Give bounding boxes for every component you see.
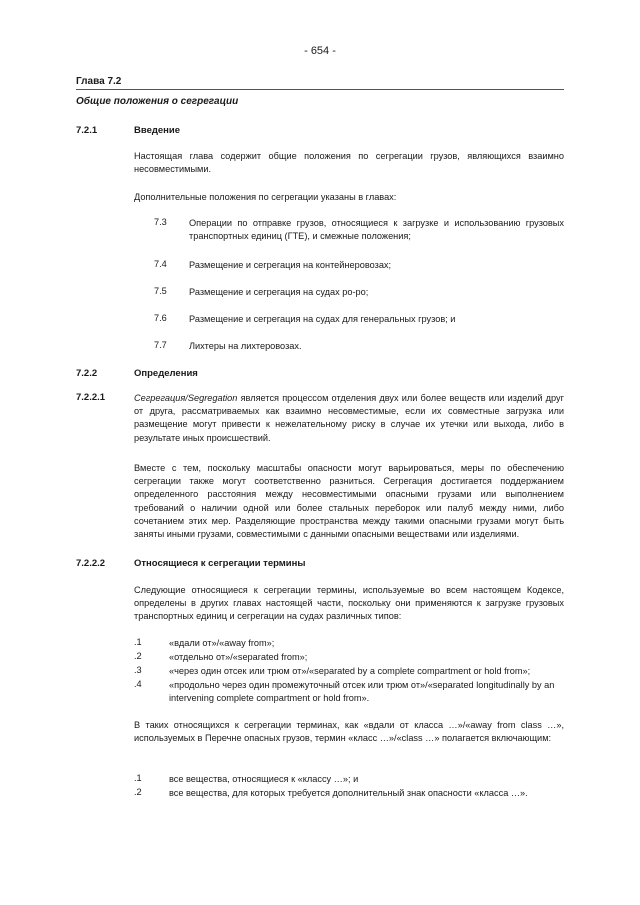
term-text: «продольно через один промежуточный отсек или трюм от»/«separated longitudinally by an intervening complete compartment or hold from». [169,680,555,704]
include-text: все вещества, для которых требуется дополнительный знак опасности «класса …». [169,788,528,798]
term-text: «отдельно от»/«separated from»; [169,652,308,662]
paragraph: Настоящая глава содержит общие положения по сегрегации грузов, являющихся взаимно несовместимыми. [134,151,564,175]
section-number: 7.2.2 [76,368,98,379]
term-text: «через один отсек или трюм от»/«separated by a complete compartment or hold from»; [169,666,531,676]
chapter-ref-number: 7.6 [154,313,167,323]
section-title: Определения [134,368,198,379]
defined-term: Сегрегация/Segregation [134,393,238,403]
definition-text: является процессом отделения двух или более веществ или изделий друг от друга, рассматриваемых как взаимно несовместимые, если их совместные загрузка или размещение могут привести к нежелательному риску в случае их утечки или выхода, либо в результате иных происшествий. [134,393,564,443]
paragraph: Дополнительные положения по сегрегации указаны в главах: [134,192,397,202]
chapter-ref-text: Размещение и сегрегация на контейнеровозах; [189,260,392,270]
section-number: 7.2.2.2 [76,558,106,569]
chapter-ref-number: 7.7 [154,340,167,350]
term-number: .4 [134,679,142,689]
term-number: .1 [134,637,142,647]
include-text: все вещества, относящиеся к «классу …»; и [169,774,359,784]
chapter-ref-number: 7.3 [154,217,167,227]
chapter-ref-text: Размещение и сегрегация на судах ро-ро; [189,287,369,297]
chapter-ref-text: Лихтеры на лихтеровозах. [189,341,302,351]
section-title: Относящиеся к сегрегации термины [134,558,306,569]
section-number: 7.2.1 [76,125,98,136]
chapter-divider [76,89,564,90]
include-number: .1 [134,773,142,783]
chapter-ref-text: Размещение и сегрегация на судах для генеральных грузов; и [189,314,456,324]
term-number: .2 [134,651,142,661]
definition-paragraph [134,392,564,445]
chapter-ref-number: 7.5 [154,286,167,296]
paragraph: Вместе с тем, поскольку масштабы опасности могут варьироваться, меры по обеспечению сегрегации также могут соответственно разниться. Сегрегация достигается поддержанием определенного расстояния между несовместимыми опасными грузами или выполнением требований о наличии одной или более стальных переборок или палуб между ними, либо сочетанием этих мер. Разделяющие пространства между такими опасными грузами могут быть заняты иными грузами, совместимыми с данными опасными веществами или изделиями. [134,463,564,540]
chapter-subtitle: Общие положения о сегрегации [76,96,239,107]
chapter-title: Глава 7.2 [76,76,122,87]
term-text: «вдали от»/«away from»; [169,638,275,648]
term-number: .3 [134,665,142,675]
paragraph: В таких относящихся к сегрегации терминах, как «вдали от класса …»/«away from class …», используемых в Перечне опасных грузов, термин «класс …»/«class …» полагается включающим: [134,720,564,744]
chapter-ref-number: 7.4 [154,259,167,269]
section-title: Введение [134,125,181,136]
section-number: 7.2.2.1 [76,392,106,403]
include-number: .2 [134,787,142,797]
paragraph: Следующие относящиеся к сегрегации термины, используемые во всем настоящем Кодексе, определены в других главах настоящей части, поскольку они применяются к загрузке грузовых транспортных единиц и сегрегации на судах различных типов: [134,585,564,622]
page-number: - 654 - [304,45,336,57]
chapter-ref-text: Операции по отправке грузов, относящиеся к загрузке и использованию грузовых транспортных единиц (ГТЕ), и смежные положения; [189,218,564,242]
